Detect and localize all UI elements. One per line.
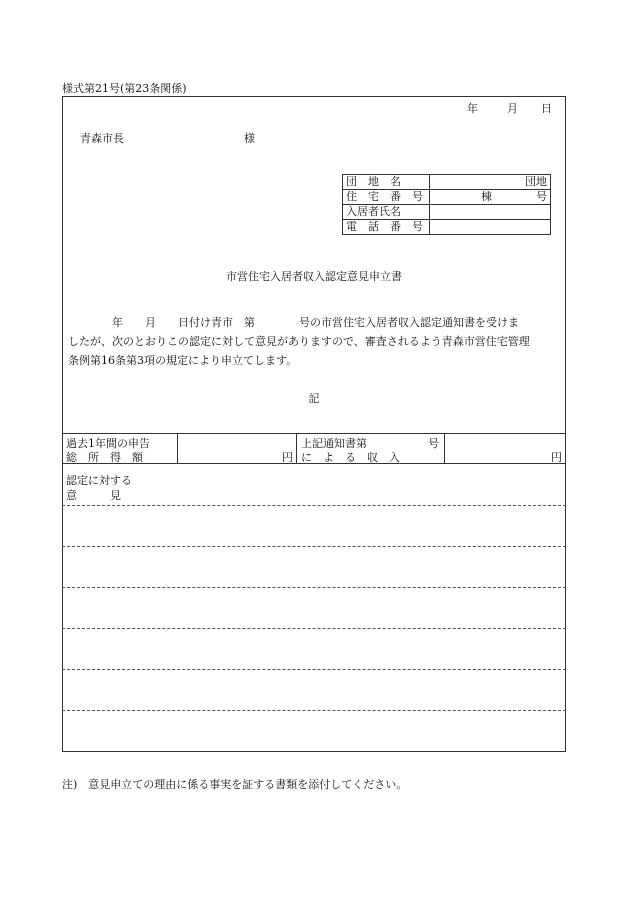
- body-paragraph: [68, 313, 562, 370]
- notified-income-label-2: に よ る 収 入: [301, 451, 400, 464]
- phone-number-label: 電 話 番 号: [343, 220, 430, 235]
- phone-number-field[interactable]: [430, 220, 551, 235]
- date-year: 年: [467, 102, 478, 115]
- opinion-field[interactable]: [66, 505, 562, 748]
- house-number-field[interactable]: [430, 190, 551, 205]
- document-title: 市営住宅入居者収入認定意見申立書: [226, 270, 402, 283]
- notified-income-unit: 円: [551, 451, 562, 464]
- resident-name-field[interactable]: [430, 205, 551, 220]
- estate-name-label: 団 地 名: [343, 175, 430, 190]
- date-month: 月: [507, 102, 518, 115]
- declared-income-unit: 円: [282, 451, 293, 464]
- addressee: 青森市長: [80, 132, 124, 145]
- declared-income-label-2: 総 所 得 額: [66, 451, 143, 464]
- table-row: [343, 205, 551, 220]
- income-divider-2: [296, 433, 297, 463]
- body-line-1: 年 月 日付け青市 第 号の市営住宅入居者収入認定通知書を受けま: [68, 316, 519, 329]
- notified-income-label-1a: 上記通知書第: [301, 437, 367, 450]
- income-divider-1: [177, 433, 178, 463]
- building-unit: 棟: [481, 190, 492, 203]
- ki-heading: 記: [308, 392, 320, 405]
- notified-income-label-1b: 号: [428, 437, 439, 450]
- opinion-label-1: 認定に対する: [66, 474, 132, 487]
- house-number-label: 住 宅 番 号: [343, 190, 430, 205]
- table-row: [343, 175, 551, 190]
- date-day: 日: [541, 102, 552, 115]
- opinion-line-4: [62, 628, 566, 629]
- body-line-2: したが、次のとおりこの認定に対して意見がありますので、審査されるよう青森市営住宅管理: [68, 335, 530, 348]
- estate-name-field[interactable]: 団地: [430, 175, 551, 190]
- declared-income-label-1: 過去1年間の申告: [66, 437, 150, 450]
- opinion-line-1: [62, 505, 566, 506]
- honorific: 様: [244, 132, 255, 145]
- opinion-line-6: [62, 710, 566, 711]
- footnote: 注) 意見申立ての理由に係る事実を証する書類を添付してください。: [62, 778, 408, 791]
- notified-income-field[interactable]: [448, 437, 544, 461]
- income-divider-3: [444, 433, 445, 463]
- table-row: [343, 190, 551, 205]
- income-row-top-border: [62, 433, 566, 434]
- opinion-line-2: [62, 546, 566, 547]
- number-unit: 号: [536, 190, 547, 203]
- resident-name-label: 入居者氏名: [343, 205, 430, 220]
- form-number: 様式第21号(第23条関係): [62, 82, 187, 95]
- body-line-3: 条例第16条第3項の規定により申立てします。: [68, 354, 298, 367]
- table-row: [343, 220, 551, 235]
- declared-income-field[interactable]: [181, 437, 293, 461]
- applicant-info-table: [342, 174, 551, 235]
- opinion-line-5: [62, 669, 566, 670]
- opinion-label-2: 意 見: [66, 489, 121, 502]
- opinion-line-3: [62, 587, 566, 588]
